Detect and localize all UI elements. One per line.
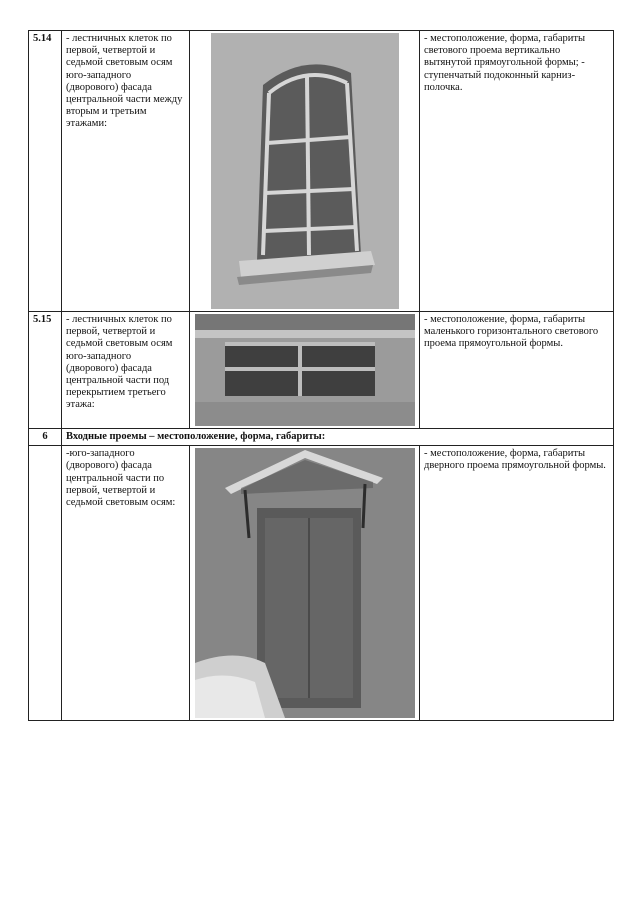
location-text: - лестничных клеток по первой, четвертой и седьмой световым осям юго-западного (дворового) фасада центральной части под перекрытием третьего этажа: (62, 312, 190, 429)
door-photo-icon (195, 448, 415, 718)
description-text: - местоположение, форма, габариты дверного проема прямоугольной формы. (420, 446, 614, 721)
location-text: -юго-западного (дворового) фасада центральной части по первой, четвертой и седьмой световым осям: (62, 446, 190, 721)
section-number: 6 (29, 429, 62, 446)
description-text: - местоположение, форма, габариты светового проема вертикально вытянутой прямоугольной формы; - ступенчатый подоконный карниз-полочка. (420, 31, 614, 312)
description-text: - местоположение, форма, габариты маленького горизонтального светового проема прямоугольной формы. (420, 312, 614, 429)
small-window-photo-cell (190, 312, 420, 429)
small-window-photo-icon (195, 314, 415, 426)
table-row-door (29, 446, 614, 721)
monument-features-table (28, 30, 614, 721)
location-text: - лестничных клеток по первой, четвертой и седьмой световым осям юго-западного (дворового) фасада центральной части между вторым и третьим этажами: (62, 31, 190, 312)
table-row-5-15 (29, 312, 614, 429)
window-photo-cell (190, 31, 420, 312)
row-number: 5.14 (29, 31, 62, 312)
row-number: 5.15 (29, 312, 62, 429)
table-row-5-14 (29, 31, 614, 312)
section-header: Входные проемы – местоположение, форма, габариты: (62, 429, 614, 446)
small-window-photo (195, 314, 415, 426)
door-photo (195, 448, 415, 718)
section-header-row (29, 429, 614, 446)
door-photo-cell (190, 446, 420, 721)
row-number (29, 446, 62, 721)
window-photo-icon (211, 33, 399, 309)
window-photo (211, 33, 399, 309)
